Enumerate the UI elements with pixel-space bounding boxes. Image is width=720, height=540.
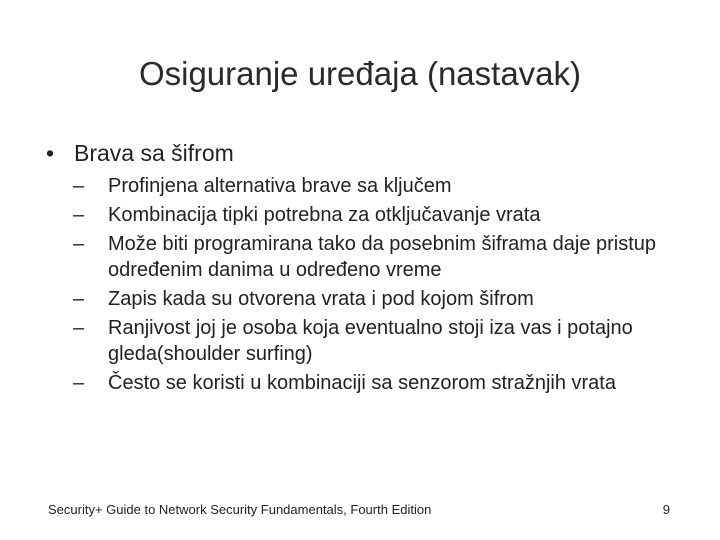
sub-bullet-text: Kombinacija tipki potrebna za otključavanje vrata — [108, 204, 541, 226]
sub-bullet-text: Često se koristi u kombinaciji sa senzorom stražnjih vrata — [108, 372, 616, 394]
sub-bullet-list — [46, 173, 686, 396]
page-number: 9 — [662, 502, 670, 517]
slide-title: Osiguranje uređaja (nastavak) — [138, 55, 582, 92]
bullet-mark: • — [46, 140, 55, 166]
sub-bullet-item — [46, 315, 686, 367]
sub-bullet-item — [46, 173, 686, 199]
sub-bullet-item — [46, 286, 686, 312]
sub-bullet-text: Zapis kada su otvorena vrata i pod kojom šifrom — [108, 288, 534, 310]
sub-bullet-text: Profinjena alternativa brave sa ključem — [108, 175, 452, 197]
dash-mark: – — [73, 175, 85, 197]
dash-mark: – — [73, 317, 85, 339]
slide-content — [46, 136, 686, 399]
bullet-text: Brava sa šifrom — [74, 140, 234, 166]
dash-mark: – — [73, 204, 85, 226]
bullet-item — [46, 136, 686, 170]
sub-bullet-item — [46, 202, 686, 228]
sub-bullet-text: Može biti programirana tako da posebnim šiframa daje pristup određenim danima u određeno vreme — [108, 233, 657, 281]
slide-footer: Security+ Guide to Network Security Fundamentals, Fourth Edition — [48, 502, 432, 517]
dash-mark: – — [73, 288, 85, 310]
sub-bullet-text: Ranjivost joj je osoba koja eventualno stoji iza vas i potajno gleda(shoulder surfing) — [108, 317, 633, 365]
sub-bullet-item — [46, 370, 686, 396]
dash-mark: – — [73, 233, 85, 255]
dash-mark: – — [73, 372, 85, 394]
sub-bullet-item — [46, 231, 686, 283]
